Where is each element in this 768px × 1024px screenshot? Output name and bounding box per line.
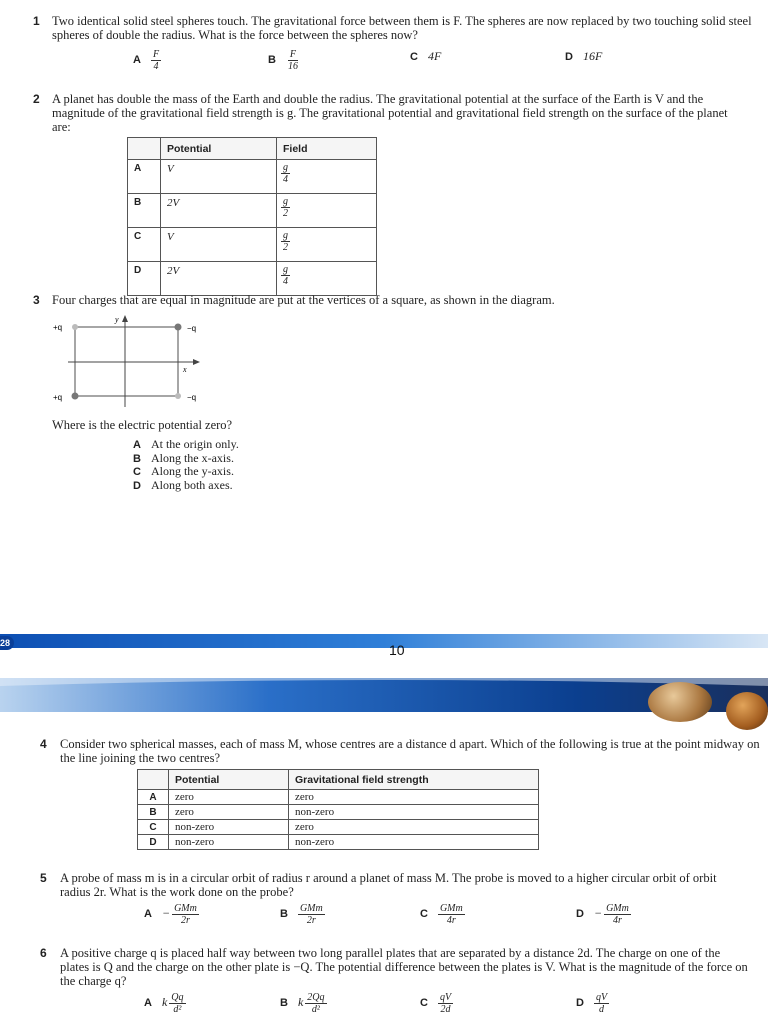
option-prefix: k — [161, 995, 168, 1010]
option-text: Along the y-axis. — [150, 464, 234, 478]
potential-cell: zero — [169, 805, 289, 820]
field-fraction — [281, 196, 290, 219]
q6-option-c[interactable] — [420, 992, 453, 1015]
x-axis-label: x — [183, 365, 187, 374]
option-fraction — [169, 992, 185, 1015]
option-letter: C — [420, 908, 428, 921]
charge-square-diagram — [50, 312, 230, 412]
row-letter: C — [138, 820, 169, 835]
field-fraction-numerator: g — [283, 162, 288, 173]
question-1-text: Two identical solid steel spheres touch. The gravitational force between them is F. The spheres are now replaced by two touching solid steel spheres of double the radius. What is the force between the spheres now? — [52, 14, 752, 42]
field-cell — [277, 194, 377, 228]
page-divider — [0, 634, 768, 716]
field-cell: non-zero — [289, 805, 539, 820]
field-cell — [277, 160, 377, 194]
option-fraction-numerator: 2Qq — [307, 992, 325, 1003]
option-fraction — [594, 992, 609, 1015]
table-row — [128, 194, 377, 228]
q1-option-c[interactable] — [410, 49, 441, 64]
y-axis-label: y — [115, 315, 119, 324]
question-5-text: A probe of mass m is in a circular orbit of radius r around a planet of mass M. The probe is moved to a higher circular orbit of orbit radius 2r. What is the work done on the probe? — [60, 871, 717, 899]
question-2-text: A planet has double the mass of the Earth and double the radius. The gravitational potential at the surface of the Earth is V and the magnitude of the gravitational field strength is g. The gravitational potential and gravitational field strength on the surface of the planet are: — [52, 92, 728, 134]
option-fraction — [172, 903, 199, 926]
option-fraction — [438, 903, 465, 926]
header-field: Field — [277, 138, 377, 160]
row-letter: D — [138, 835, 169, 850]
field-cell: zero — [289, 820, 539, 835]
option-letter: C — [420, 997, 428, 1010]
q1-option-b[interactable] — [268, 49, 300, 72]
option-fraction-denominator: 16 — [287, 61, 298, 72]
field-fraction-numerator: g — [283, 196, 288, 207]
option-letter: C — [133, 466, 141, 478]
table-row — [128, 262, 377, 296]
question-6-text: A positive charge q is placed half way between two long parallel plates that are separated by a distance 2d. The charge on one of the plates is Q and the charge on the other plate is −Q. The potential difference between the plates is V. What is the magnitude of the force on the charge q? — [60, 946, 748, 988]
potential-cell: V — [161, 160, 277, 194]
option-text: Along the x-axis. — [150, 450, 234, 465]
question-4-number: 4 — [40, 737, 47, 751]
field-cell — [277, 228, 377, 262]
row-letter: A — [138, 790, 169, 805]
option-prefix: k — [297, 995, 304, 1010]
question-3-text: Four charges that are equal in magnitude are put at the vertices of a square, as shown in the diagram. — [52, 293, 555, 307]
option-letter: D — [576, 908, 584, 921]
option-letter: B — [133, 452, 141, 465]
field-fraction-denominator: 4 — [283, 174, 288, 185]
option-letter: D — [576, 997, 584, 1010]
field-cell — [277, 262, 377, 296]
table-row — [138, 835, 539, 850]
q5-option-b[interactable] — [280, 903, 325, 926]
potential-cell: 2V — [161, 194, 277, 228]
field-fraction-denominator: 2 — [283, 208, 288, 219]
option-fraction-numerator: F — [152, 49, 160, 60]
planet-sphere-large — [648, 682, 712, 722]
potential-cell: V — [161, 228, 277, 262]
question-3-prompt: Where is the electric potential zero? — [52, 418, 233, 432]
potential-cell: 2V — [161, 262, 277, 296]
field-cell: non-zero — [289, 835, 539, 850]
option-fraction-denominator: 4r — [613, 915, 622, 926]
option-value: 16F — [582, 49, 603, 63]
option-fraction-numerator: Qq — [171, 992, 184, 1003]
page-number: 10 — [389, 642, 405, 658]
option-fraction-numerator: qV — [595, 992, 608, 1003]
option-fraction-denominator: d² — [173, 1004, 182, 1015]
option-fraction — [151, 49, 161, 72]
charge-top-right: −q — [187, 324, 197, 333]
field-cell: zero — [289, 790, 539, 805]
field-fraction — [281, 162, 290, 185]
row-letter: C — [128, 228, 161, 262]
option-letter: A — [133, 54, 141, 67]
option-fraction-numerator: qV — [439, 992, 452, 1003]
option-fraction-numerator: F — [289, 49, 296, 60]
field-fraction — [281, 230, 290, 253]
q5-option-d[interactable] — [576, 903, 631, 926]
row-letter: D — [128, 262, 161, 296]
option-letter: D — [565, 51, 573, 63]
option-fraction-numerator: GMm — [439, 903, 463, 914]
table-row — [138, 805, 539, 820]
question-3-number: 3 — [33, 293, 40, 307]
option-value: 4F — [427, 49, 442, 63]
option-fraction — [286, 49, 300, 72]
option-letter: C — [410, 51, 418, 63]
table-row — [128, 160, 377, 194]
charge-bottom-left: +q — [53, 393, 63, 402]
row-letter: A — [128, 160, 161, 194]
option-fraction-denominator: 2d — [440, 1004, 451, 1015]
side-tab-label: 28 — [0, 638, 11, 648]
field-fraction-numerator: g — [283, 230, 288, 241]
option-fraction-denominator: 4 — [153, 61, 159, 72]
q6-option-b[interactable] — [280, 992, 327, 1015]
field-fraction — [281, 264, 290, 287]
question-1-number: 1 — [33, 14, 40, 28]
table-row — [138, 790, 539, 805]
side-tab — [0, 636, 14, 650]
option-prefix: − — [593, 906, 603, 921]
option-fraction — [298, 903, 325, 926]
potential-cell: non-zero — [169, 835, 289, 850]
question-4-table — [137, 769, 539, 850]
option-letter: A — [133, 439, 141, 451]
option-letter: B — [280, 908, 288, 921]
header-potential: Potential — [161, 138, 277, 160]
option-letter: D — [133, 479, 141, 492]
field-fraction-denominator: 2 — [283, 242, 288, 253]
option-fraction-numerator: GMm — [299, 903, 323, 914]
option-fraction-denominator: d² — [311, 1004, 320, 1015]
q5-option-c[interactable] — [420, 903, 465, 926]
option-prefix: − — [161, 906, 171, 921]
option-fraction-denominator: d — [599, 1004, 604, 1015]
option-fraction-numerator: GMm — [606, 903, 629, 914]
q1-option-d[interactable] — [565, 49, 602, 64]
field-fraction-denominator: 4 — [283, 276, 288, 287]
option-fraction-denominator: 2r — [181, 915, 190, 926]
option-fraction — [438, 992, 453, 1015]
option-text: At the origin only. — [150, 437, 239, 451]
option-text: Along both axes. — [150, 477, 233, 492]
row-letter: B — [128, 194, 161, 228]
option-letter: A — [144, 908, 152, 921]
q6-option-d[interactable] — [576, 992, 609, 1015]
potential-cell: zero — [169, 790, 289, 805]
question-6-number: 6 — [40, 946, 47, 960]
potential-cell: non-zero — [169, 820, 289, 835]
question-4-text: Consider two spherical masses, each of mass M, whose centres are a distance d apart. Which of the following is true at the point midway on the line joining the two centres? — [60, 737, 760, 765]
option-letter: B — [280, 997, 288, 1010]
question-5-number: 5 — [40, 871, 47, 885]
option-fraction — [305, 992, 326, 1015]
question-2-table — [127, 137, 377, 296]
option-fraction-numerator: GMm — [174, 903, 197, 914]
q3-option-d[interactable] — [133, 478, 233, 493]
table-row — [138, 820, 539, 835]
q1-option-a[interactable] — [133, 49, 161, 72]
field-fraction-numerator: g — [283, 264, 288, 275]
planet-sphere-small — [726, 692, 768, 730]
header-potential: Potential — [169, 770, 289, 790]
question-2-number: 2 — [33, 92, 40, 106]
option-letter: A — [144, 997, 152, 1010]
option-fraction-denominator: 4r — [446, 915, 456, 926]
table-row — [128, 228, 377, 262]
charge-bottom-right: −q — [187, 393, 197, 402]
q6-option-a[interactable] — [144, 992, 186, 1015]
option-fraction — [604, 903, 631, 926]
row-letter: B — [138, 805, 169, 820]
header-field-strength: Gravitational field strength — [289, 770, 539, 790]
q5-option-a[interactable] — [144, 903, 199, 926]
option-fraction-denominator: 2r — [306, 915, 316, 926]
charge-top-left: +q — [53, 323, 63, 332]
option-letter: B — [268, 54, 276, 67]
